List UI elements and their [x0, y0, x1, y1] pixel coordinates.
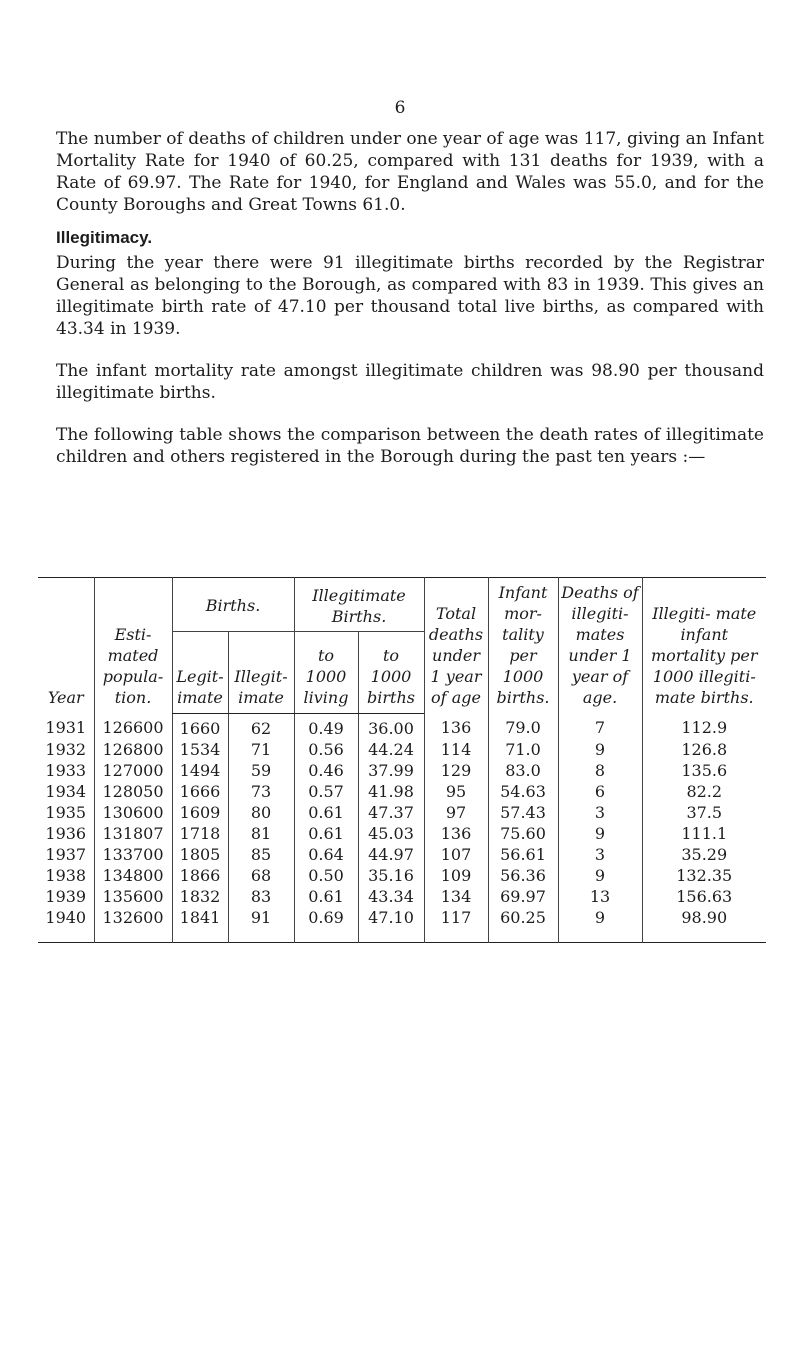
table-row [38, 739, 766, 760]
table-row [38, 802, 766, 823]
total-deaths-cell: 114 [424, 739, 488, 760]
rate-per-1000-births-cell: 35.16 [358, 865, 424, 886]
rate-per-1000-births-cell: 44.24 [358, 739, 424, 760]
deaths-illegitimates-cell: 9 [558, 865, 642, 886]
illegitimate-mortality-cell: 112.9 [642, 713, 766, 739]
paragraph-infant-mortality: The infant mortality rate amongst illegitimate children was 98.90 per thousand illegitimate births. [56, 361, 764, 403]
illegitimate-mortality-cell: 126.8 [642, 739, 766, 760]
illegitimate-mortality-cell: 35.29 [642, 844, 766, 865]
population-cell: 126600 [94, 713, 172, 739]
total-deaths-cell: 109 [424, 865, 488, 886]
header-births-group: Births. [172, 578, 294, 632]
legitimate-cell: 1805 [172, 844, 228, 865]
population-cell: 130600 [94, 802, 172, 823]
infant-mortality-cell: 60.25 [488, 907, 558, 943]
total-deaths-cell: 107 [424, 844, 488, 865]
paragraph-table-intro: The following table shows the comparison between the death rates of illegitimate children and others registered in the Borough during the past ten years :— [56, 425, 764, 467]
legitimate-cell: 1494 [172, 760, 228, 781]
population-cell: 132600 [94, 907, 172, 943]
deaths-illegitimates-cell: 8 [558, 760, 642, 781]
header-illegitimate-births-group: Illegitimate Births. [294, 578, 424, 632]
infant-mortality-cell: 75.60 [488, 823, 558, 844]
illegitimate-cell: 80 [228, 802, 294, 823]
illegitimate-cell: 91 [228, 907, 294, 943]
illegitimate-cell: 62 [228, 713, 294, 739]
illegitimate-mortality-cell: 132.35 [642, 865, 766, 886]
population-cell: 135600 [94, 886, 172, 907]
total-deaths-cell: 134 [424, 886, 488, 907]
deaths-illegitimates-cell: 6 [558, 781, 642, 802]
legitimate-cell: 1666 [172, 781, 228, 802]
rate-per-1000-living-cell: 0.61 [294, 886, 358, 907]
header-illegitimate: Illegit- imate [228, 632, 294, 713]
table-row [38, 886, 766, 907]
page-number: 6 [394, 98, 406, 118]
infant-mortality-cell: 54.63 [488, 781, 558, 802]
illegitimate-mortality-cell: 37.5 [642, 802, 766, 823]
infant-mortality-cell: 83.0 [488, 760, 558, 781]
deaths-illegitimates-cell: 7 [558, 713, 642, 739]
illegitimacy-table [38, 577, 766, 943]
year-cell: 1940 [45, 907, 87, 927]
header-per-1000-births: to 1000 births [358, 632, 424, 713]
illegitimate-cell: 73 [228, 781, 294, 802]
header-legitimate: Legit- imate [172, 632, 228, 713]
intro-paragraph: The number of deaths of children under one year of age was 117, giving an Infant Mortality Rate for 1940 of 60.25, compared with 131 deaths for 1939, with a Rate of 69.97. The Rate for 1940, for England and Wales was 55.0, and for the County Boroughs and Great Towns 61.0. [56, 129, 764, 215]
year-cell: 1934 [45, 781, 87, 801]
illegitimate-mortality-cell: 82.2 [642, 781, 766, 802]
section-heading: Illegitimacy. [56, 228, 153, 247]
population-cell: 131807 [94, 823, 172, 844]
rate-per-1000-living-cell: 0.61 [294, 802, 358, 823]
year-cell: 1936 [45, 823, 87, 843]
rate-per-1000-living-cell: 0.49 [294, 713, 358, 739]
header-deaths-illegitimates: Deaths of illegiti- mates under 1 year of age. [558, 578, 642, 714]
deaths-illegitimates-cell: 9 [558, 823, 642, 844]
illegitimate-cell: 83 [228, 886, 294, 907]
illegitimate-cell: 85 [228, 844, 294, 865]
rate-per-1000-living-cell: 0.61 [294, 823, 358, 844]
total-deaths-cell: 136 [424, 713, 488, 739]
legitimate-cell: 1841 [172, 907, 228, 943]
illegitimate-mortality-cell: 98.90 [642, 907, 766, 943]
year-cell: 1939 [45, 886, 87, 906]
illegitimate-mortality-cell: 111.1 [642, 823, 766, 844]
deaths-illegitimates-cell: 3 [558, 802, 642, 823]
rate-per-1000-births-cell: 37.99 [358, 760, 424, 781]
table-row [38, 865, 766, 886]
rate-per-1000-births-cell: 47.37 [358, 802, 424, 823]
illegitimate-cell: 71 [228, 739, 294, 760]
infant-mortality-cell: 71.0 [488, 739, 558, 760]
rate-per-1000-living-cell: 0.57 [294, 781, 358, 802]
total-deaths-cell: 95 [424, 781, 488, 802]
table-row [38, 823, 766, 844]
table-row [38, 907, 766, 943]
year-cell: 1935 [45, 802, 87, 822]
table-row [38, 781, 766, 802]
total-deaths-cell: 117 [424, 907, 488, 943]
year-cell: 1932 [45, 739, 87, 759]
deaths-illegitimates-cell: 13 [558, 886, 642, 907]
rate-per-1000-births-cell: 47.10 [358, 907, 424, 943]
header-population: Esti- mated popula- tion. [94, 578, 172, 714]
total-deaths-cell: 97 [424, 802, 488, 823]
deaths-illegitimates-cell: 9 [558, 739, 642, 760]
deaths-illegitimates-cell: 3 [558, 844, 642, 865]
legitimate-cell: 1718 [172, 823, 228, 844]
deaths-illegitimates-cell: 9 [558, 907, 642, 943]
infant-mortality-cell: 56.61 [488, 844, 558, 865]
rate-per-1000-living-cell: 0.64 [294, 844, 358, 865]
population-cell: 126800 [94, 739, 172, 760]
infant-mortality-cell: 56.36 [488, 865, 558, 886]
infant-mortality-cell: 57.43 [488, 802, 558, 823]
legitimate-cell: 1866 [172, 865, 228, 886]
illegitimate-mortality-cell: 135.6 [642, 760, 766, 781]
rate-per-1000-births-cell: 43.34 [358, 886, 424, 907]
year-cell: 1938 [45, 865, 87, 885]
year-cell: 1933 [45, 760, 87, 780]
population-cell: 133700 [94, 844, 172, 865]
population-cell: 127000 [94, 760, 172, 781]
legitimate-cell: 1660 [172, 713, 228, 739]
table-row [38, 844, 766, 865]
rate-per-1000-births-cell: 41.98 [358, 781, 424, 802]
illegitimate-cell: 81 [228, 823, 294, 844]
total-deaths-cell: 129 [424, 760, 488, 781]
illegitimate-cell: 59 [228, 760, 294, 781]
illegitimate-cell: 68 [228, 865, 294, 886]
population-cell: 134800 [94, 865, 172, 886]
legitimate-cell: 1609 [172, 802, 228, 823]
rate-per-1000-living-cell: 0.69 [294, 907, 358, 943]
population-cell: 128050 [94, 781, 172, 802]
infant-mortality-cell: 69.97 [488, 886, 558, 907]
rate-per-1000-births-cell: 45.03 [358, 823, 424, 844]
year-cell: 1931 [45, 718, 87, 738]
total-deaths-cell: 136 [424, 823, 488, 844]
illegitimate-mortality-cell: 156.63 [642, 886, 766, 907]
table-body [38, 713, 766, 942]
legitimate-cell: 1534 [172, 739, 228, 760]
rate-per-1000-living-cell: 0.56 [294, 739, 358, 760]
table-row [38, 713, 766, 739]
header-illegitimate-mortality: Illegiti- mate infant mortality per 1000 illegiti- mate births. [642, 578, 766, 714]
infant-mortality-cell: 79.0 [488, 713, 558, 739]
rate-per-1000-living-cell: 0.46 [294, 760, 358, 781]
header-year: Year [47, 688, 84, 707]
rate-per-1000-births-cell: 44.97 [358, 844, 424, 865]
paragraph-illegitimate-births: During the year there were 91 illegitimate births recorded by the Registrar General as belonging to the Borough, as compared with 83 in 1939. This gives an illegitimate birth rate of 47.10 per thousand total live births, as compared with 43.34 in 1939. [56, 253, 764, 339]
rate-per-1000-births-cell: 36.00 [358, 713, 424, 739]
table-row [38, 760, 766, 781]
rate-per-1000-living-cell: 0.50 [294, 865, 358, 886]
header-per-1000-living: to 1000 living [294, 632, 358, 713]
year-cell: 1937 [45, 844, 87, 864]
header-infant-mortality: Infant mor- tality per 1000 births. [488, 578, 558, 714]
legitimate-cell: 1832 [172, 886, 228, 907]
page-body [56, 128, 764, 468]
header-total-deaths: Total deaths under 1 year of age [424, 578, 488, 714]
